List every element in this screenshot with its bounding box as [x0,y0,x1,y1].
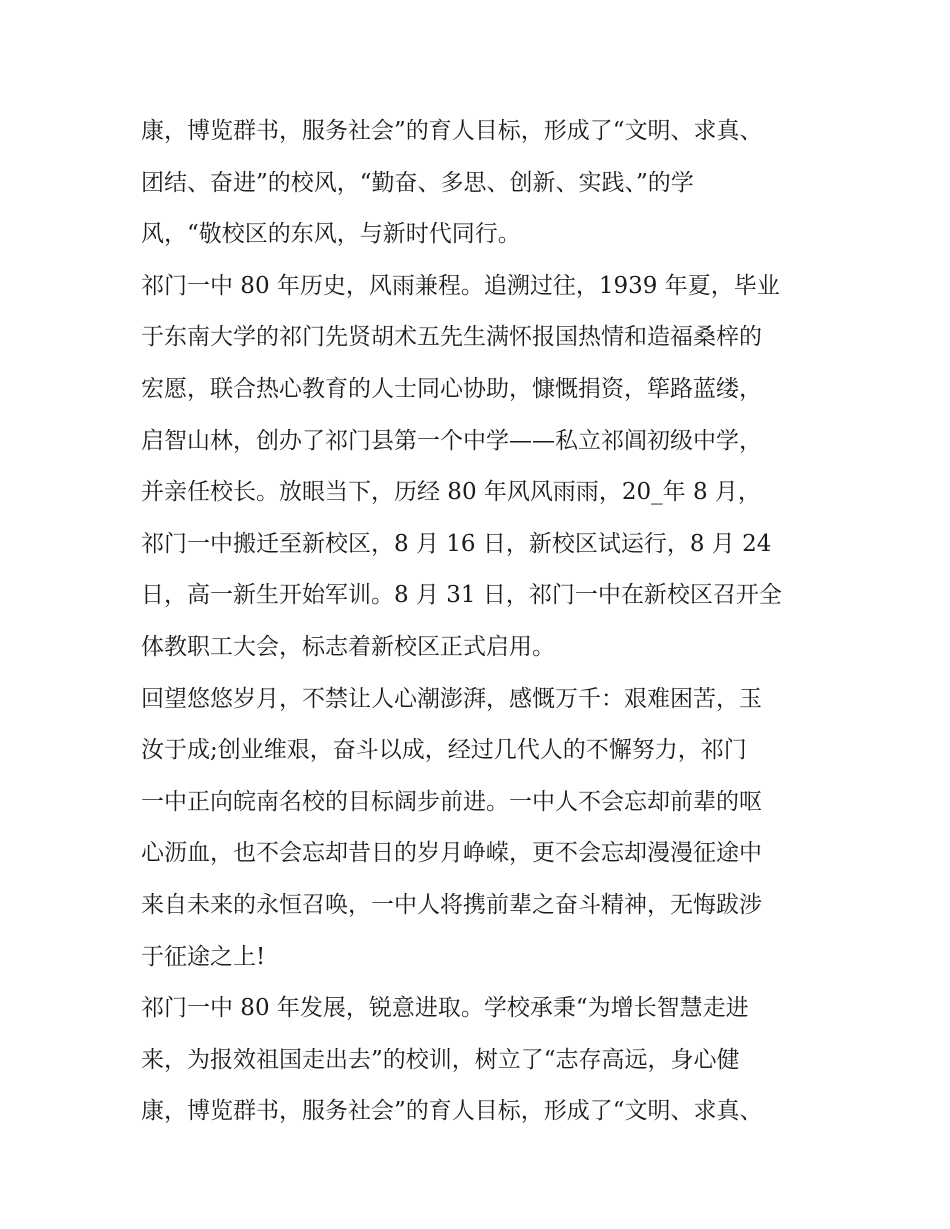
text-line: 来自未来的永恒召唤，一中人将携前辈之奋斗精神，无悔跋涉 [141,891,762,918]
text-line: 康，博览群书，服务社会”的育人目标，形成了“文明、求真、 [141,118,763,144]
text-line: 风，“敬校区的东风，与新时代同行。 [141,221,521,248]
text-line: 心沥血，也不会忘却昔日的岁月峥嵘，更不会忘却漫漫征途中 [141,840,762,867]
text-line: 于征途之上! [141,943,266,970]
text-line: 祁门一中搬迁至新校区，8 月 16 日，新校区试运行，8 月 24 [141,530,772,557]
body-text [141,106,821,1138]
text-line: 体教职工大会，标志着新校区正式启用。 [141,633,555,660]
text-line: 于东南大学的祁门先贤胡术五先生满怀报国热情和造福桑梓的 [141,324,762,351]
text-line: 启智山林，创办了祁门县第一个中学——私立祁阊初级中学， [141,427,762,454]
text-line: 一中正向皖南名校的目标阔步前进。一中人不会忘却前辈的呕 [141,788,762,815]
text-line: 祁门一中 80 年发展，锐意进取。学校承秉“为增长智慧走进 [141,995,749,1022]
text-line: 日，高一新生开始军训。8 月 31 日，祁门一中在新校区召开全 [141,582,782,609]
text-line: 来，为报效祖国走出去”的校训，树立了“志存高远，身心健 [141,1046,740,1073]
text-line: 祁门一中 80 年历史，风雨兼程。追溯过往，1939 年夏，毕业 [141,272,780,299]
text-line: 回望悠悠岁月，不禁让人心潮澎湃，感慨万千：艰难困苦，玉 [141,685,762,712]
text-line: 汝于成;创业维艰，奋斗以成，经过几代人的不懈努力，祁门 [141,737,747,764]
text-line: 团结、奋进”的校风，“勤奋、多思、创新、实践、”的学 [141,169,694,196]
text-line: 并亲任校长。放眼当下，历经 80 年风风雨雨，20_年 8 月， [141,479,761,506]
text-line: 康，博览群书，服务社会”的育人目标，形成了“文明、求真、 [141,1098,763,1125]
text-line: 宏愿，联合热心教育的人士同心协助，慷慨捐资，筚路蓝缕， [141,375,762,402]
